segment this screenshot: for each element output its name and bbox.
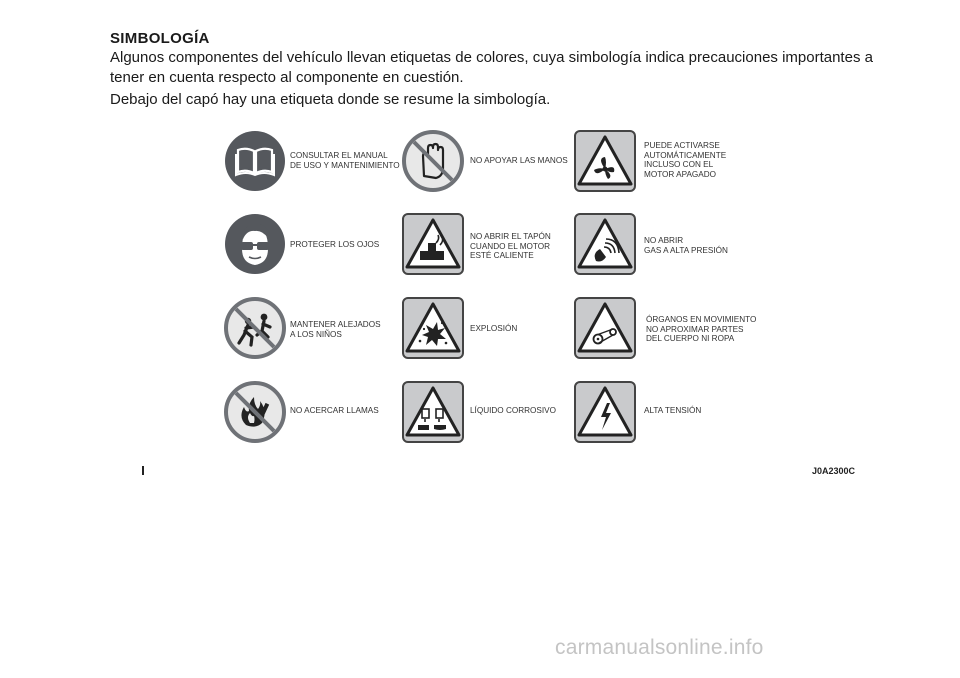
moving-parts-icon [574,297,636,359]
symbol-label: NO APOYAR LAS MANOS [470,156,568,165]
symbol-label: LÍQUIDO CORROSIVO [470,406,556,415]
symbol-label: CONSULTAR EL MANUAL DE USO Y MANTENIMIENTO [290,151,400,170]
hot-cap-warning-icon [402,213,464,275]
symbol-label: ALTA TENSIÓN [644,406,702,415]
heading: SIMBOLOGÍA [110,30,210,47]
no-flames-icon [224,381,286,443]
symbol-label: MANTENER ALEJADOS A LOS NIÑOS [290,320,381,339]
symbol-label: NO ACERCAR LLAMAS [290,406,379,415]
high-pressure-gas-icon [574,213,636,275]
figure-code: J0A2300C [812,466,856,476]
eye-protection-icon [224,213,286,275]
figure-marker [142,466,144,475]
symbol-label: EXPLOSIÓN [470,324,518,333]
explosion-warning-icon [402,297,464,359]
intro-paragraph: Algunos componentes del vehículo llevan etiquetas de colores, cuya simbología indica precauciones importantes a tener en cuenta respecto al componente en cuestión. [110,49,873,86]
symbol-label: ÓRGANOS EN MOVIMIENTO NO APROXIMAR PARTES DEL CUERPO NI ROPA [646,315,757,344]
high-voltage-icon [574,381,636,443]
watermark: carmanualsonline.info [555,636,764,659]
symbol-label: NO ABRIR EL TAPÓN CUANDO EL MOTOR ESTÉ CALIENTE [470,232,551,261]
hood-label-paragraph: Debajo del capó hay una etiqueta donde se resume la simbología. [110,91,551,108]
symbol-label: NO ABRIR GAS A ALTA PRESIÓN [644,236,728,255]
keep-children-away-icon [224,297,286,359]
symbol-label: PUEDE ACTIVARSE AUTOMÁTICAMENTE INCLUSO CON EL MOTOR APAGADO [644,141,727,179]
fan-warning-icon [574,130,636,192]
no-hands-icon [402,130,464,192]
symbol-label: PROTEGER LOS OJOS [290,240,380,249]
manual-book-icon [224,130,286,192]
corrosive-liquid-icon [402,381,464,443]
